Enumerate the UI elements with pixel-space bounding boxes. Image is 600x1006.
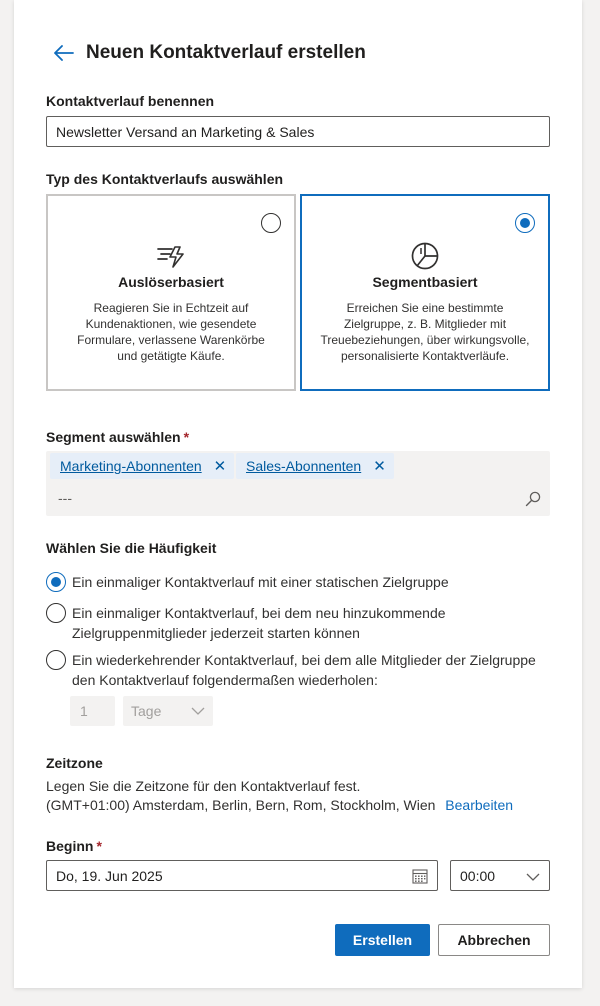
- chevron-down-icon: [191, 706, 205, 716]
- panel-header: [52, 36, 366, 70]
- start-date-picker[interactable]: [46, 860, 438, 891]
- journey-type-label: Typ des Kontaktverlaufs auswählen: [46, 171, 284, 187]
- remove-tag-button[interactable]: ✕: [373, 458, 386, 475]
- trigger-based-card[interactable]: [46, 194, 296, 391]
- repeat-interval-input[interactable]: 1: [70, 696, 115, 726]
- frequency-option-dynamic[interactable]: [46, 603, 446, 643]
- trigger-based-description: Reagieren Sie in Echtzeit auf Kundenaktionen, wie gesendete Formulare, verlassene Warenkörbe und getätigte Käufe.: [77, 301, 265, 363]
- start-label-text: Beginn: [46, 838, 94, 854]
- timezone-row: [46, 797, 513, 813]
- required-asterisk: *: [96, 838, 102, 854]
- arrow-left-icon: [54, 45, 74, 61]
- segment-label: [46, 429, 189, 445]
- start-label: [46, 838, 102, 854]
- create-journey-panel: [14, 0, 582, 988]
- frequency-label: Wählen Sie die Häufigkeit: [46, 540, 217, 556]
- required-asterisk: *: [183, 429, 190, 445]
- chevron-down-icon: [526, 872, 540, 882]
- create-button[interactable]: Erstellen: [335, 924, 430, 956]
- frequency-option-static[interactable]: [46, 572, 449, 592]
- segment-tag-sales: [236, 453, 394, 479]
- frequency-option-text: Ein einmaliger Kontaktverlauf mit einer statischen Zielgruppe: [72, 574, 449, 590]
- segment-based-title: Segmentbasiert: [372, 274, 478, 290]
- segment-tag-marketing: [50, 453, 234, 479]
- repeat-unit-value: Tage: [131, 703, 162, 719]
- timezone-label: Zeitzone: [46, 755, 103, 771]
- frequency-radio[interactable]: [46, 650, 66, 670]
- lightning-trigger-icon: [155, 240, 187, 272]
- segment-based-radio[interactable]: [515, 213, 535, 233]
- cancel-button[interactable]: Abbrechen: [438, 924, 550, 956]
- frequency-option-text: Ein einmaliger Kontaktverlauf, bei dem neu hinzukommende Zielgruppenmitglieder jederzeit starten können: [72, 605, 446, 641]
- start-time-dropdown[interactable]: [450, 860, 550, 891]
- calendar-icon[interactable]: [412, 868, 428, 884]
- search-icon[interactable]: [525, 491, 541, 507]
- remove-tag-button[interactable]: ✕: [213, 458, 227, 475]
- frequency-option-text: Ein wiederkehrender Kontaktverlauf, bei dem alle Mitglieder der Zielgruppe den Kontaktverlauf folgendermaßen wiederholen:: [72, 652, 536, 688]
- repeat-unit-dropdown[interactable]: [123, 696, 213, 726]
- timezone-value: (GMT+01:00) Amsterdam, Berlin, Bern, Rom, Stockholm, Wien: [46, 797, 436, 813]
- segment-based-description: Erreichen Sie eine bestimmte Zielgruppe, z. B. Mitglieder mit Treuebeziehungen, über wirkungsvolle, personalisierte Kontaktverläufe.: [320, 301, 530, 363]
- segment-picker[interactable]: [46, 451, 550, 516]
- start-date-value: Do, 19. Jun 2025: [56, 867, 163, 884]
- pie-chart-segment-icon: [409, 240, 441, 272]
- segment-search-input[interactable]: ---: [58, 490, 72, 506]
- edit-timezone-link[interactable]: Bearbeiten: [445, 797, 514, 813]
- start-time-value: 00:00: [460, 867, 496, 884]
- frequency-radio[interactable]: [46, 603, 66, 623]
- segment-based-card[interactable]: [300, 194, 550, 391]
- page-title: Neuen Kontaktverlauf erstellen: [86, 42, 366, 63]
- segment-tag-label[interactable]: Marketing-Abonnenten: [60, 458, 202, 474]
- journey-name-label: Kontaktverlauf benennen: [46, 93, 215, 109]
- segment-tag-label[interactable]: Sales-Abonnenten: [246, 458, 362, 474]
- trigger-based-title: Auslöserbasiert: [118, 274, 224, 290]
- trigger-based-radio[interactable]: [261, 213, 281, 233]
- journey-name-input[interactable]: Newsletter Versand an Marketing & Sales: [46, 116, 550, 147]
- segment-label-text: Segment auswählen: [46, 429, 181, 445]
- frequency-option-recurring[interactable]: [46, 650, 536, 690]
- frequency-radio[interactable]: [46, 572, 66, 592]
- back-button[interactable]: [52, 41, 76, 65]
- timezone-description: Legen Sie die Zeitzone für den Kontaktverlauf fest.: [46, 778, 361, 794]
